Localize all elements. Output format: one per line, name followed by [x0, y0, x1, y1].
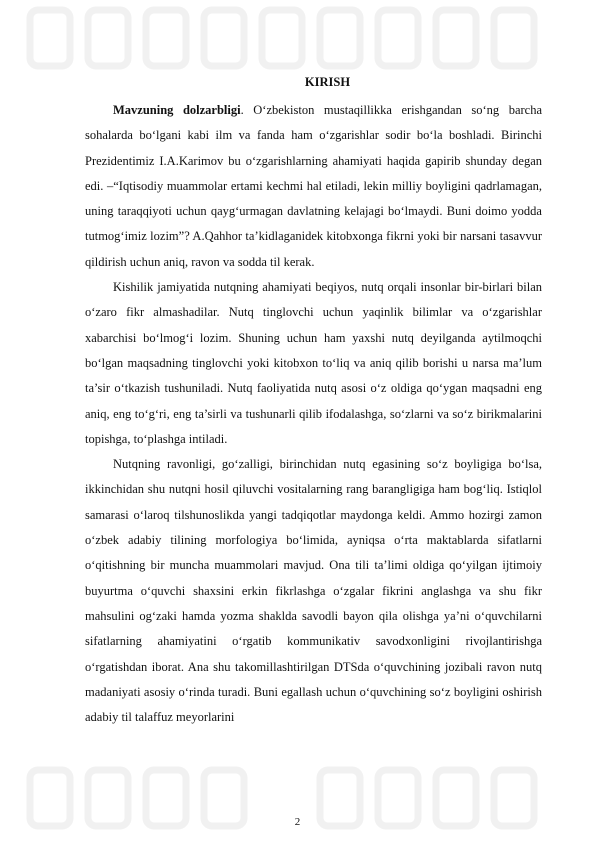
paragraph-speech-fluency: Nutqning ravonligi, go‘zalligi, birinchidan nutq egasining so‘z boyligiga bo‘lsa, ikkinchidan shu nutqni hosil qiluvchi vositalarning rang barangligiga ham bog‘liq. Istiqlol samarasi o‘laroq tilshunoslikda yangi tadqiqotlar maydonga keldi. Ammo hozirgi zamon o‘zbek adabiy tilining morfologiya bo‘limida, ayniqsa o‘rta maktablarda sifatlarni o‘qitishning bir muncha muammolari mavjud. Ona tili ta’limi oldiga qo‘yilgan ijtimoiy buyurtma o‘quvchi shaxsini erkin fikrlashga o‘zgalar fikrini anglashga va shu fikr mahsulini og‘zaki hamda yozma shaklda savodli bayon qila olishga ya’ni o‘quvchilarni sifatlarning ahamiyatini o‘rgatib kommunikativ savodxonligini rivojlantirishga o‘rgatishdan iborat. Ana shu takomillashtirilgan DTSda o‘quvchining jozibali ravon nutq madaniyati asosiy o‘rinda turadi. Buni egallash uchun o‘quvchining so‘z boyligini oshirish adabiy til talaffuz meyorlarini	[85, 457, 542, 725]
relevance-text: . O‘zbekiston mustaqillikka erishgandan so‘ng barcha sohalarda bo‘lgani kabi ilm va fanda ham o‘zgarishlar sodir bo‘la boshladi. Birinchi Prezidentimiz I.A.Karimov bu o‘zgarishlarning ahamiyati haqida gapirib shunday degan edi. –“Iqtisodiy muammolar ertami kechmi hal etiladi, lekin milliy boyligini qadrlamagan, uning taraqqiyoti uchun qayg‘urmagan davlatning kelajagi bo‘lmaydi. Buni doimo yodda tutmog‘imiz lozim”? A.Qahhor ta’kidlaganidek kitobxonga fikrni yoki bir narsani tasavvur qildirish uchun aniq, ravon va sodda til kerak.	[85, 103, 543, 269]
paragraph-relevance	[85, 98, 542, 275]
page-number: 2	[294, 816, 301, 828]
relevance-heading: Mavzuning dolzarbligi	[113, 103, 241, 117]
document-page	[85, 72, 542, 730]
section-title: KIRISH	[304, 75, 351, 89]
paragraph-speech-importance: Kishilik jamiyatida nutqning ahamiyati beqiyos, nutq orqali insonlar bir-birlari bilan o‘zaro fikr almashadilar. Nutq tinglovchi uchun yaqinlik bilimlar va o‘zgarishlar xabarchisi bo‘lmog‘i lozim. Shuning uchun ham yaxshi nutq deyilganda aytilmoqchi bo‘lgan maqsadning tinglovchi yoki kitobxon to‘liq va aniq qilib borishi u narsa ma’lum ta’sir o‘tkazish tushuniladi. Nutq faoliyatida nutq asosi o‘z oldiga qo‘ygan maqsadni eng aniq, eng to‘g‘ri, eng ta’sirli va tushunarli qilib ifodalashga, so‘zlarni va so‘z birikmalarini topishga, to‘plashga intiladi.	[85, 280, 542, 446]
